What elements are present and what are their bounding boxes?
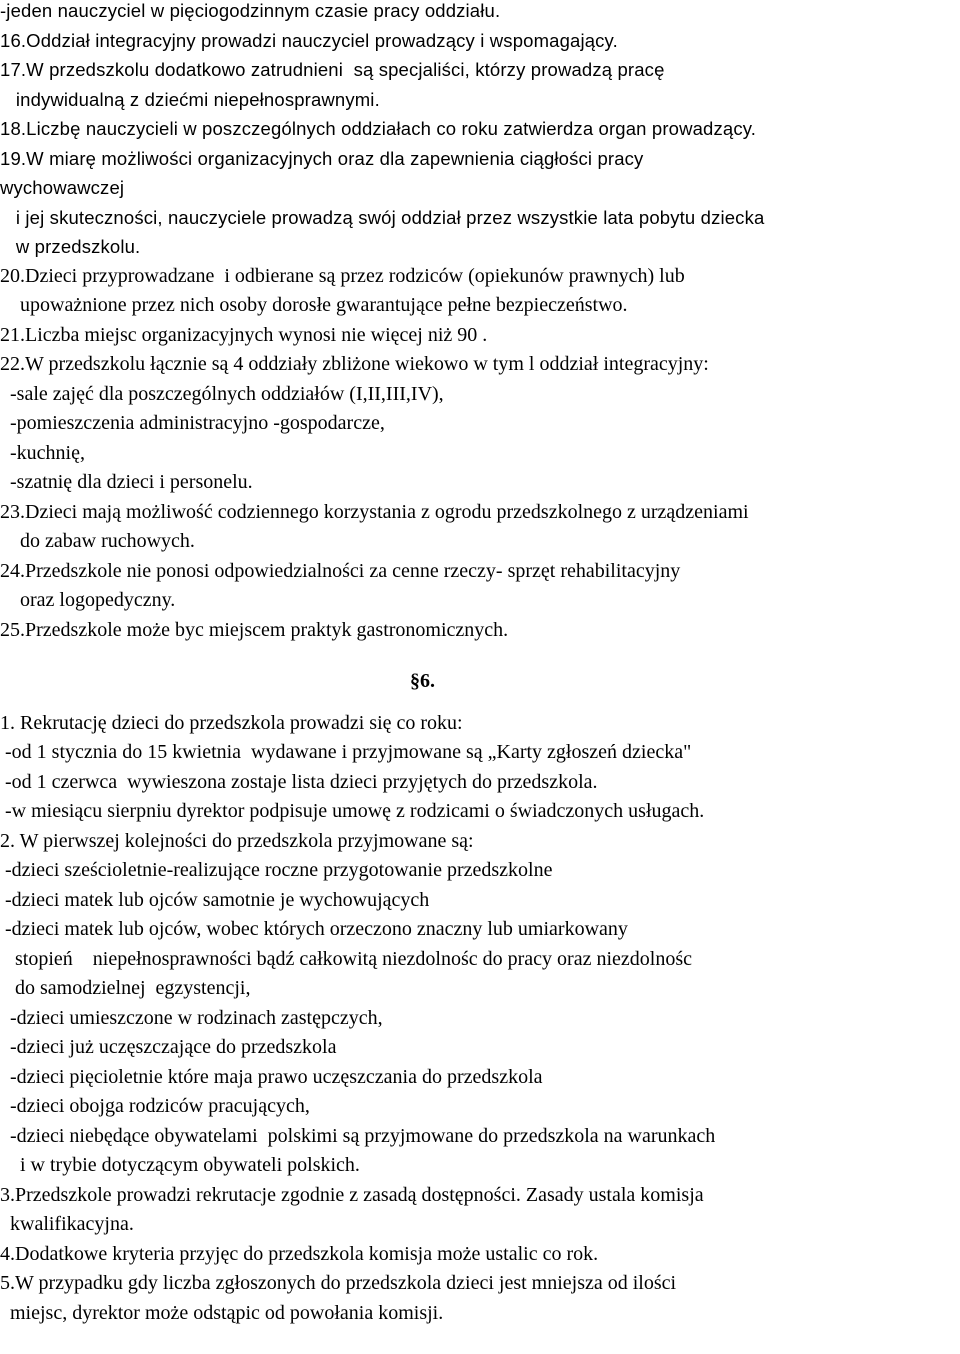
text-line: -kuchnię, [0,441,85,464]
spacer [0,697,960,709]
spacer [0,645,960,667]
text-line: 1. Rekrutację dzieci do przedszkola prowadzi się co roku: [0,711,463,734]
text-line: 21.Liczba miejsc organizacyjnych wynosi nie więcej niż 90 . [0,323,488,346]
text-line: stopień niepełnosprawności bądź całkowitą niezdolnośc do pracy oraz niezdolnośc [0,947,693,970]
text-line: -sale zajęć dla poszczególnych oddziałów (I,II,III,IV), [0,382,444,405]
text-line: wychowawczej [0,177,125,198]
text-line: 2. W pierwszej kolejności do przedszkola przyjmowane są: [0,829,474,852]
section5-serif-block [0,262,960,646]
text-line: miejsc, dyrektor może odstąpic od powołania komisji. [0,1301,444,1324]
text-line: 24.Przedszkole nie ponosi odpowiedzialności za cenne rzeczy- sprzęt rehabilitacyjny [0,559,681,582]
text-line: -dzieci matek lub ojców samotnie je wychowujących [0,888,430,911]
text-line: 20.Dzieci przyprowadzane i odbierane są przez rodziców (opiekunów prawnych) lub [0,264,685,287]
text-line: 16.Oddział integracyjny prowadzi nauczyciel prowadzący i wspomagający. [0,29,618,51]
text-line: -od 1 stycznia do 15 kwietnia wydawane i przyjmowane są „Karty zgłoszeń dziecka" [0,741,692,763]
text-line: -szatnię dla dzieci i personelu. [0,471,253,493]
text-line: i w trybie dotyczącym obywateli polskich. [0,1154,360,1176]
text-line: i jej skuteczności, nauczyciele prowadzą swój oddział przez wszystkie lata pobytu dziecka [0,206,765,228]
text-line: 4.Dodatkowe kryteria przyjęc do przedszkola komisja może ustalic co rok. [0,1242,599,1265]
text-line: -dzieci pięcioletnie które maja prawo uczęszczania do przedszkola [0,1065,543,1088]
text-line: -pomieszczenia administracyjno -gospodarcze, [0,412,385,434]
text-line: -dzieci niebędące obywatelami polskimi są przyjmowane do przedszkola na warunkach [0,1124,716,1147]
text-line: 22.W przedszkolu łącznie są 4 oddziały zbliżone wiekowo w tym l oddział integracyjny: [0,353,709,375]
text-line: 17.W przedszkolu dodatkowo zatrudnieni są specjaliści, którzy prowadzą pracę [0,59,665,80]
text-line: w przedszkolu. [0,236,141,257]
text-line: -dzieci obojga rodziców pracujących, [0,1095,310,1117]
text-line: oraz logopedyczny. [0,589,176,611]
text-line: do samodzielnej egzystencji, [0,977,251,999]
text-line: -dzieci umieszczone w rodzinach zastępczych, [0,1006,383,1029]
text-line: -jeden nauczyciel w pięciogodzinnym czasie pracy oddziału. [0,0,501,21]
text-line: -w miesiącu sierpniu dyrektor podpisuje umowę z rodzicami o świadczonych usługach. [0,800,705,822]
text-line: -dzieci matek lub ojców, wobec których orzeczono znaczny lub umiarkowany [0,918,628,940]
text-line: -dzieci sześcioletnie-realizujące roczne przygotowanie przedszkolne [0,859,553,881]
text-line: 18.Liczbę nauczycieli w poszczególnych oddziałach co roku zatwierdza organ prowadzący. [0,118,757,139]
text-line: 23.Dzieci mają możliwość codziennego korzystania z ogrodu przedszkolnego z urządzeniami [0,500,749,523]
section-heading: §6. [410,670,435,692]
text-line: kwalifikacyjna. [0,1213,134,1235]
text-line: -od 1 czerwca wywieszona zostaje lista dzieci przyjętych do przedszkola. [0,770,598,793]
section5-sans-block [0,0,960,262]
text-line: do zabaw ruchowych. [0,530,195,552]
text-line: 3.Przedszkole prowadzi rekrutacje zgodnie z zasadą dostępności. Zasady ustala komisja [0,1183,704,1206]
text-line: 25.Przedszkole może byc miejscem praktyk gastronomicznych. [0,618,509,641]
text-line: upoważnione przez nich osoby dorosłe gwarantujące pełne bezpieczeństwo. [0,294,628,316]
text-line: 19.W miarę możliwości organizacyjnych oraz dla zapewnienia ciągłości pracy [0,147,644,169]
text-line: -dzieci już uczęszczające do przedszkola [0,1036,337,1058]
text-line: 5.W przypadku gdy liczba zgłoszonych do przedszkola dzieci jest mniejsza od ilości [0,1272,677,1294]
text-line: indywidualną z dziećmi niepełnosprawnymi. [0,88,380,110]
section6-block [0,709,960,1329]
